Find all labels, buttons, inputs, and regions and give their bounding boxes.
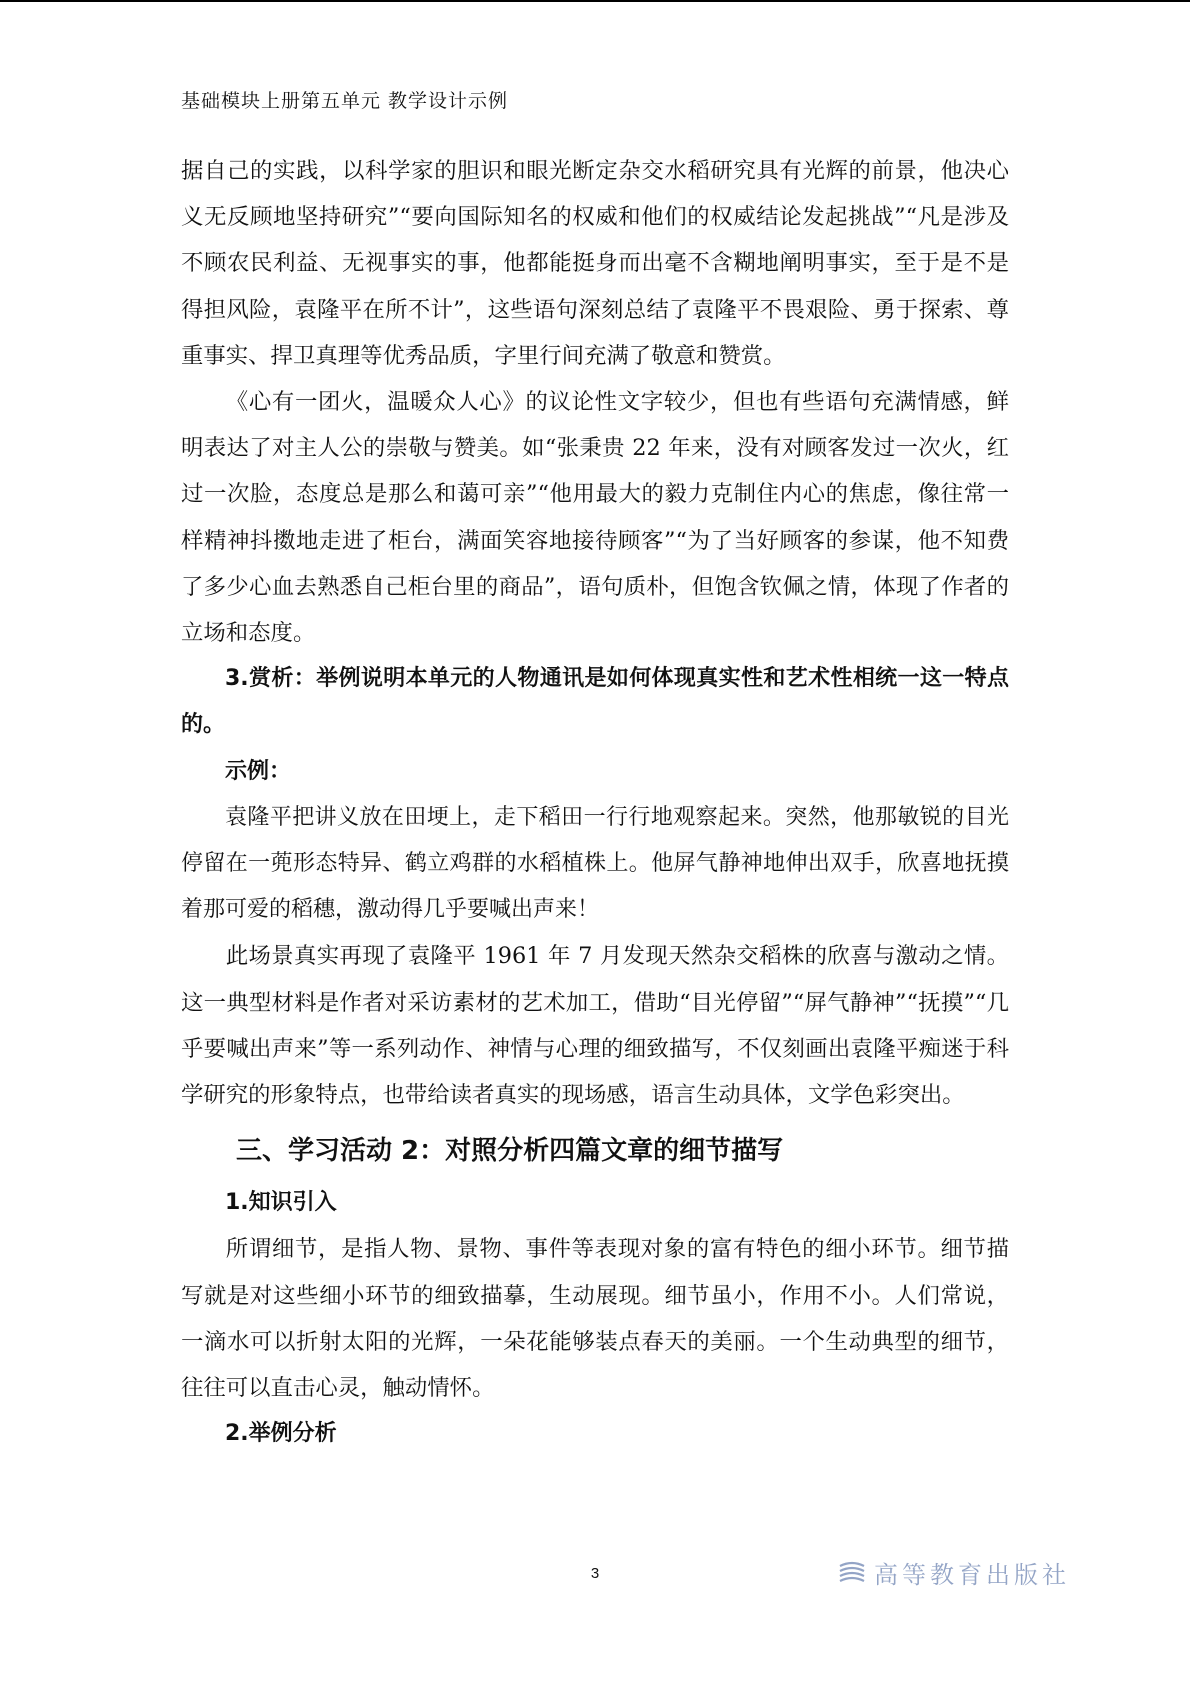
publisher-logo-icon <box>838 1560 866 1584</box>
example-analysis: 此场景真实再现了袁隆平 1961 年 7 月发现天然杂交稻株的欣喜与激动之情。这一典型材料是作者对采访素材的艺术加工，借助“目光停留”“屏气静神”“抚摸”“几乎要喊出声来”等一系列动作、神情与心理的细致描写，不仅刻画出袁隆平痴迷于科学研究的形象特点，也带给读者真实的现场感，语言生动具体，文学色彩突出。 <box>181 943 1009 1109</box>
example-quote: 袁隆平把讲义放在田埂上，走下稻田一行行地观察起来。突然，他那敏锐的目光停留在一蔸形态特异、鹤立鸡群的水稻植株上。他屏气静神地伸出双手，欣喜地抚摸着那可爱的稻穗，激动得几乎要喊出声来！ <box>181 804 1009 923</box>
subheading-knowledge-intro: 1.知识引入 <box>225 1190 337 1216</box>
page-body <box>181 148 1009 1457</box>
publisher-name: 高等教育出版社 <box>874 1560 1070 1589</box>
running-header: 基础模块上册第五单元 教学设计示例 <box>181 90 509 112</box>
example-label: 示例： <box>225 758 292 784</box>
page-number: 3 <box>590 1565 600 1582</box>
question-3: 3.赏析：举例说明本单元的人物通讯是如何体现真实性和艺术性相统一这一特点的。 <box>181 666 1009 738</box>
publisher-mark <box>838 1557 1070 1587</box>
paragraph-yuan-longping-summary: 据自己的实践，以科学家的胆识和眼光断定杂交水稻研究具有光辉的前景，他决心义无反顾地坚持研究”“要向国际知名的权威和他们的权威结论发起挑战”“凡是涉及不顾农民利益、无视事实的事，他都能挺身而出毫不含糊地阐明事实，至于是不是得担风险，袁隆平在所不计”，这些语句深刻总结了袁隆平不畏艰险、勇于探索、尊重事实、捍卫真理等优秀品质，字里行间充满了敬意和赞赏。 <box>181 158 1009 369</box>
paragraph-detail-definition: 所谓细节，是指人物、景物、事件等表现对象的富有特色的细小环节。细节描写就是对这些细小环节的细致描摹，生动展现。细节虽小，作用不小。人们常说，一滴水可以折射太阳的光辉，一朵花能够装点春天的美丽。一个生动典型的细节，往往可以直击心灵，触动情怀。 <box>181 1236 1009 1402</box>
section-heading: 三、学习活动 2：对照分析四篇文章的细节描写 <box>236 1136 784 1167</box>
paragraph-zhang-binggui: 《心有一团火，温暖众人心》的议论性文字较少，但也有些语句充满情感，鲜明表达了对主人公的崇敬与赞美。如“张秉贵 22 年来，没有对顾客发过一次火，红过一次脸，态度总是那么和蔼可亲”“他用最大的毅力克制住内心的焦虑，像往常一样精神抖擞地走进了柜台，满面笑容地接待顾客”“为了当好顾客的参谋，他不知费了多少心血去熟悉自己柜台里的商品”，语句质朴，但饱含钦佩之情，体现了作者的立场和态度。 <box>181 389 1009 647</box>
top-border-line <box>0 0 1190 2</box>
subheading-example-analysis: 2.举例分析 <box>225 1421 337 1447</box>
